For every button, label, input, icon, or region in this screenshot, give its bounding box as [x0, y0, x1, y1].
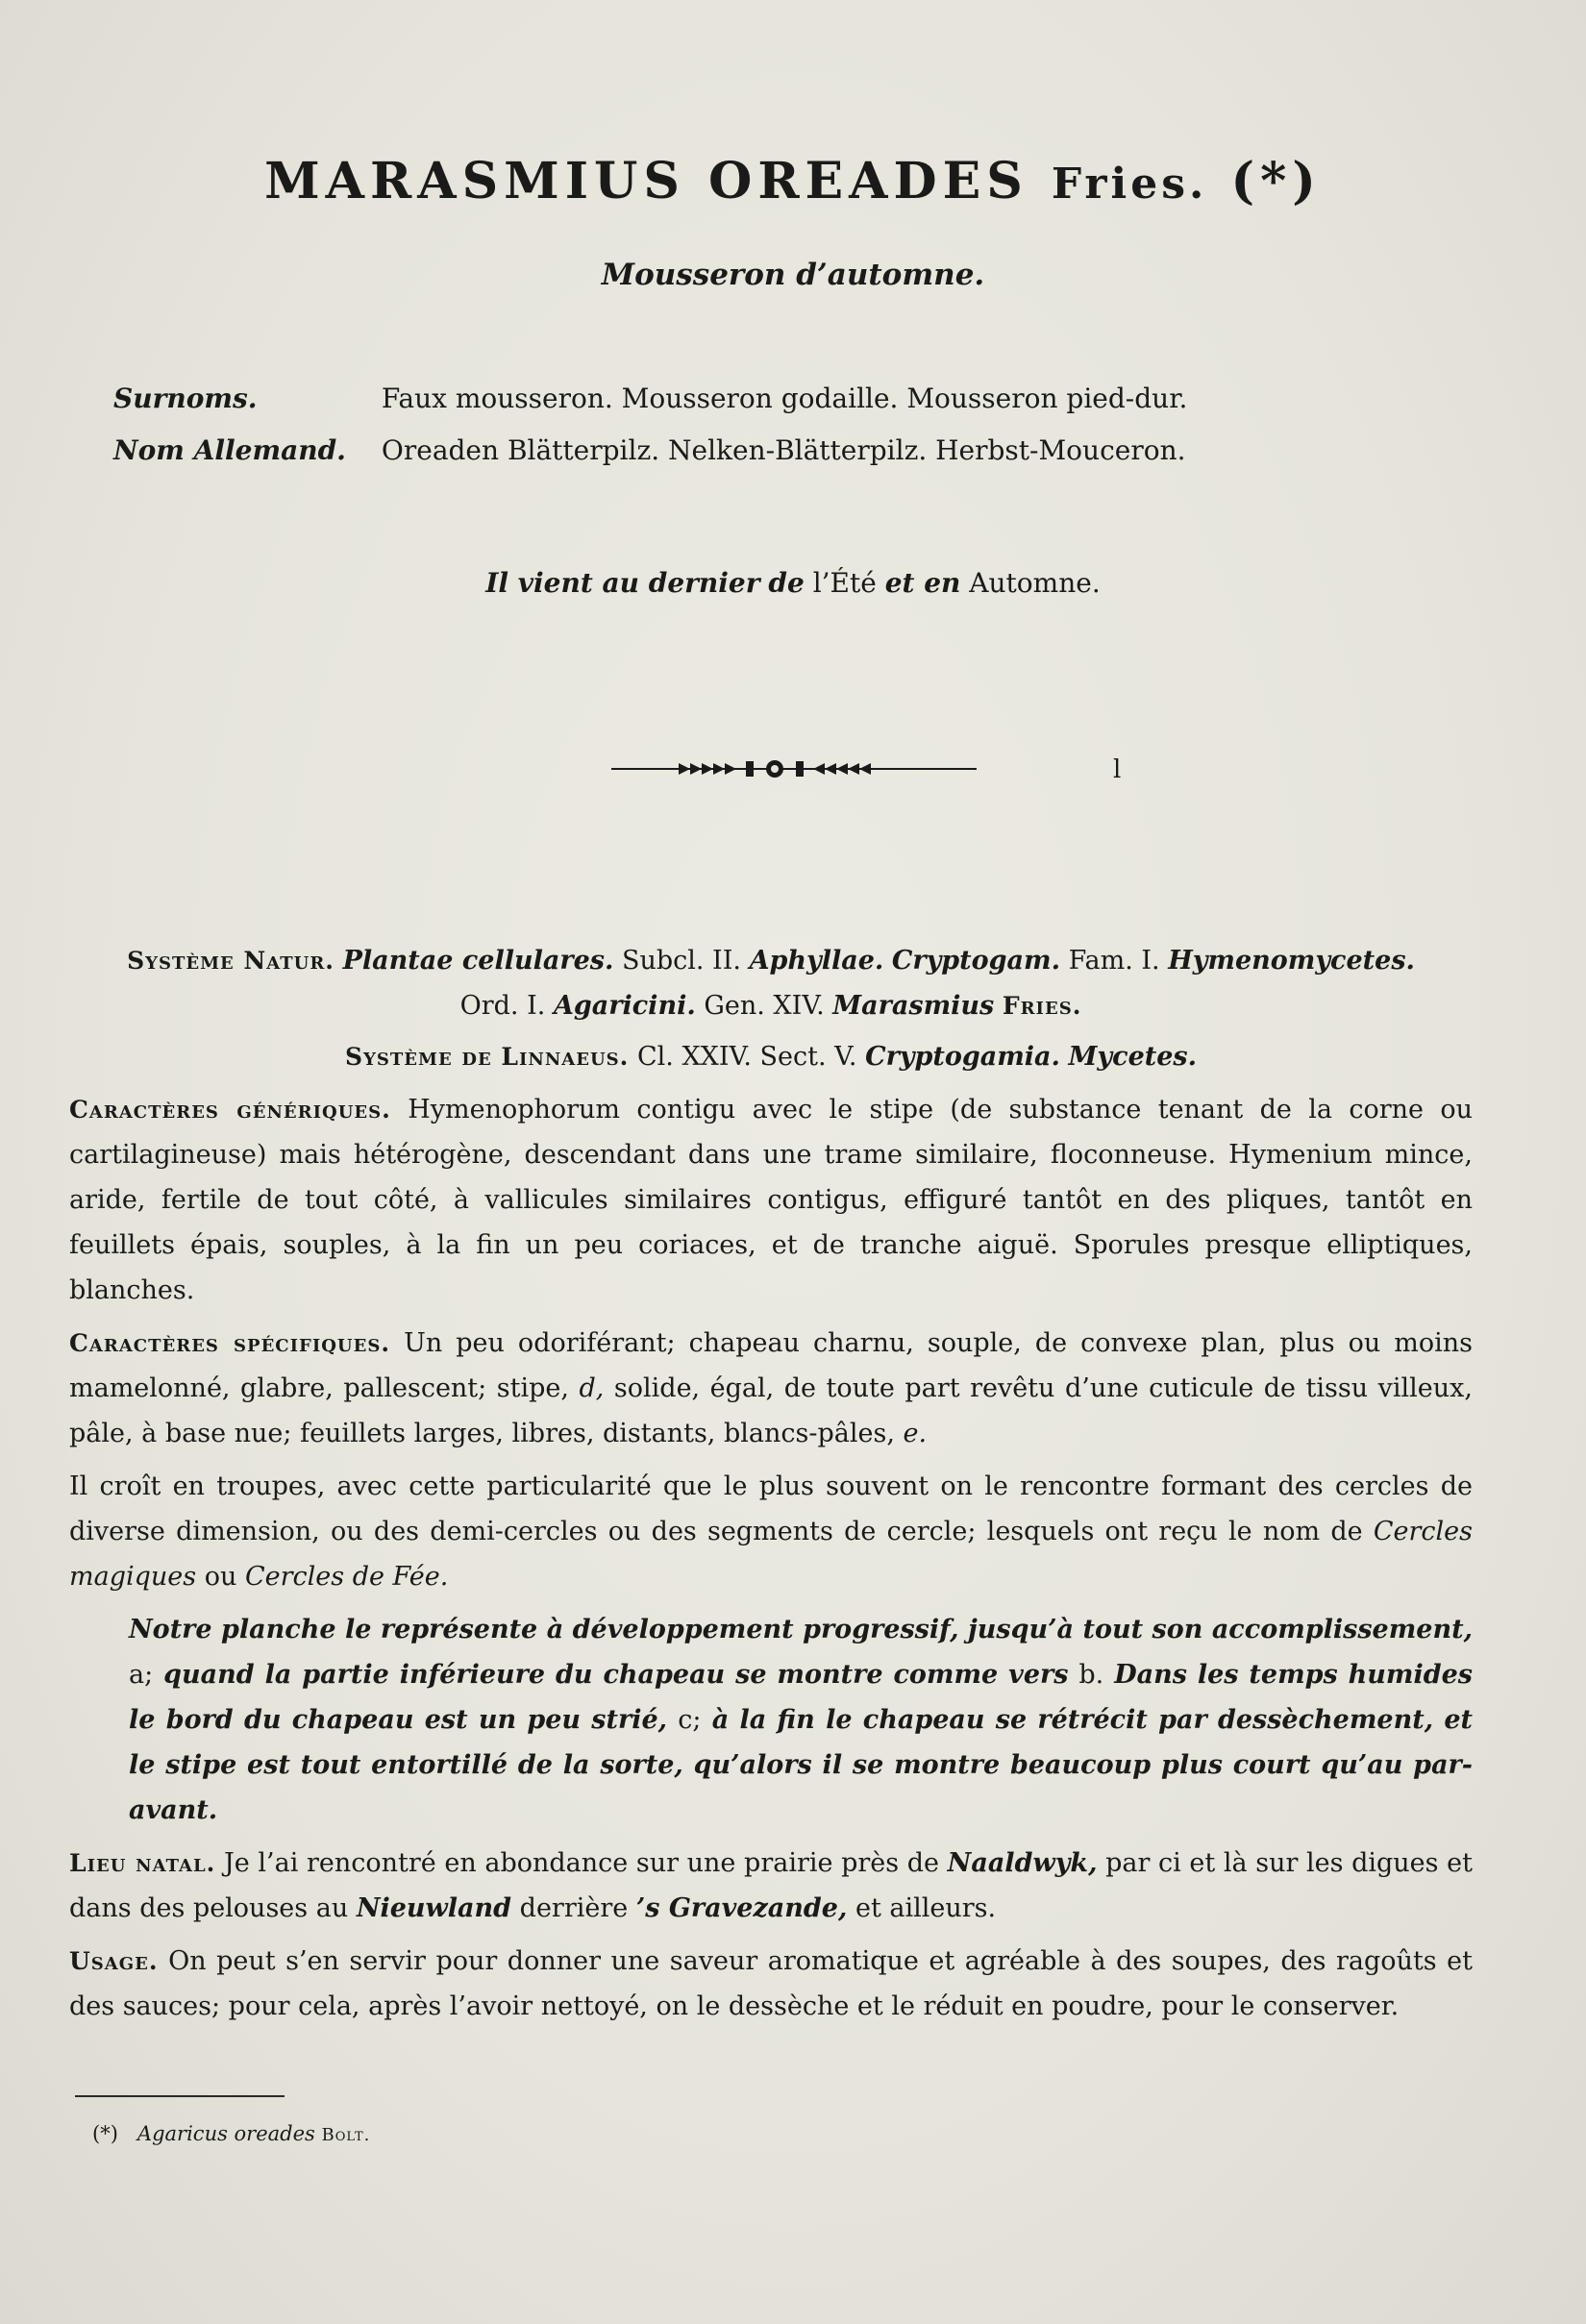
lieu-t3: derrière — [519, 1893, 629, 1923]
lieu-t4: et ailleurs. — [855, 1893, 997, 1923]
planche-paragraph — [69, 1607, 1473, 1833]
systeme-natur-l1c: Aphyllae. — [749, 946, 884, 976]
croit-t2: ou — [204, 1562, 237, 1592]
systeme-linnaeus-a: Cl. XXIV. — [636, 1042, 752, 1072]
footnote — [92, 2122, 370, 2145]
systeme-natur-l2e: Fries. — [1002, 992, 1082, 1020]
systeme-natur-l2d: Marasmius — [832, 991, 995, 1021]
lieu-label: Lieu natal. — [69, 1849, 216, 1877]
planche-p1: Notre planche le représente à développement progressif, jusqu’à tout son accomplissement, — [129, 1615, 1473, 1644]
planche-p2: quand la partie inférieure du chapeau se montre comme vers — [163, 1660, 1069, 1690]
season-a: Il vient au dernier — [485, 567, 760, 599]
systeme-natur-l2b: Agaricini. — [553, 991, 696, 1021]
systeme-linnaeus-c: Cryptogamia. — [865, 1042, 1060, 1072]
systeme-natur-l1d: Cryptogam. — [891, 946, 1060, 976]
usage-paragraph — [69, 1939, 1473, 2029]
season-b: de — [768, 567, 805, 599]
specifiques-t2: solide, égal, de toute part revêtu d’une cuticule de tissu villeux, pâle, à base nue; feuillets larges, libres, distants, blancs-pâles, — [69, 1373, 1473, 1448]
nom-allemand-value: Oreaden Blätterpilz. Nelken-Blätterpilz. Herbst-Mouceron. — [381, 434, 1186, 466]
systeme-natur-line-2 — [69, 983, 1473, 1028]
nom-allemand-label: Nom Allemand. — [113, 434, 346, 466]
specifiques-i2: e. — [903, 1419, 928, 1448]
systeme-natur-line-1 — [69, 938, 1473, 983]
usage-label: Usage. — [69, 1947, 159, 1975]
systeme-natur-l1f: Hymenomycetes. — [1168, 946, 1415, 976]
generiques-text: Hymenophorum contigu avec le stipe (de substance tenant de la corne ou cartilagineuse) mais hétérogène, descendant dans une trame similaire, floconneuse. Hymenium mince, aride, fertile de tout côté, à vallicules similaires contigus, effiguré tantôt en des pliques, tantôt en feuillets épais, souples, à la fin un peu coriaces, et de tranche aiguë. Sporules presque elliptiques, blanches. — [69, 1095, 1473, 1305]
systeme-natur-l1a: Plantae cellulares. — [342, 946, 614, 976]
surnoms-label: Surnoms. — [113, 383, 258, 414]
title-genus: MARASMIUS OREADES — [264, 152, 1028, 210]
ornament-divider-icon — [611, 754, 977, 783]
specifiques-t1: Un peu odoriférant; chapeau charnu, souple, de convexe plan, plus ou moins mamelonné, glabre, pallescent; stipe, — [69, 1328, 1473, 1403]
names-block — [113, 383, 1187, 486]
planche-a: a; — [129, 1660, 154, 1690]
planche-c: c; — [678, 1705, 702, 1735]
systeme-linnaeus-d: Mycetes. — [1068, 1042, 1197, 1072]
systeme-natur-l1e: Fam. I. — [1068, 946, 1160, 976]
title-note-mark: (*) — [1230, 152, 1322, 210]
generiques-label: Caractères génériques. — [69, 1096, 391, 1124]
caracteres-generiques — [69, 1087, 1473, 1313]
croit-i1: Cercles magiques — [69, 1517, 1473, 1592]
season-d: et en — [884, 567, 961, 599]
lieu-i3: ’s Gravezande, — [635, 1893, 848, 1923]
footnote-author: Bolt. — [321, 2125, 371, 2145]
footnote-mark: (*) — [92, 2122, 118, 2145]
page-title — [0, 152, 1586, 210]
footnote-text: Agaricus oreades — [136, 2122, 315, 2145]
planche-b: b. — [1078, 1660, 1104, 1690]
croit-i2: Cercles de Fée. — [244, 1562, 449, 1592]
systeme-linnaeus-label: Système de Linnaeus. — [345, 1043, 630, 1071]
specifiques-label: Caractères spécifiques. — [69, 1329, 391, 1357]
subtitle: Mousseron d’automne. — [601, 258, 985, 292]
systeme-natur-l2c: Gen. XIV. — [704, 991, 825, 1021]
planche-p3: Dans les temps humides le bord du chapeau est un peu strié, — [129, 1660, 1473, 1735]
lieu-t2: par ci et là sur les digues et dans des pelouses au — [69, 1848, 1473, 1923]
surnoms-row — [113, 383, 1187, 434]
systeme-natur-label: Système Natur. — [127, 947, 335, 975]
stray-mark: l — [1113, 755, 1122, 784]
nom-allemand-row — [113, 434, 1187, 486]
season-c: l’Été — [812, 567, 877, 599]
season-e: Automne. — [969, 567, 1101, 599]
lieu-i2: Nieuwland — [356, 1893, 512, 1923]
usage-text: On peut s’en servir pour donner une saveur aromatique et agréable à des soupes, des ragoûts et des sauces; pour cela, après l’avoir nettoyé, on le dessèche et le réduit en poudre, pour le conserver. — [69, 1946, 1473, 2021]
systeme-linnaeus-line — [69, 1034, 1473, 1079]
croit-t1: Il croît en troupes, avec cette particularité que le plus souvent on le rencontre formant des cercles de diverse dimension, ou des demi-cercles ou des segments de cercle; lesquels ont reçu le nom de — [69, 1471, 1473, 1546]
lieu-natal-paragraph — [69, 1841, 1473, 1931]
title-author: Fries. — [1051, 160, 1208, 209]
lieu-t1: Je l’ai rencontré en abondance sur une prairie près de — [223, 1848, 940, 1878]
caracteres-specifiques — [69, 1321, 1473, 1456]
body-text — [69, 938, 1473, 2029]
lieu-i1: Naaldwyk, — [947, 1848, 1098, 1878]
systeme-linnaeus-b: Sect. V. — [759, 1042, 857, 1072]
planche-p4: à la fin le chapeau se rétrécit par dessèchement, et le stipe est tout entortillé de la sorte, qu’alors il se montre beaucoup plus court qu’au par-avant. — [129, 1705, 1474, 1825]
surnoms-value: Faux mousseron. Mousseron godaille. Mousseron pied-dur. — [381, 383, 1188, 414]
specifiques-i1: d, — [579, 1373, 605, 1403]
footnote-rule — [75, 2095, 285, 2097]
season-line — [0, 567, 1586, 599]
croissance-paragraph — [69, 1464, 1473, 1599]
systeme-natur-l2a: Ord. I. — [459, 991, 546, 1021]
systeme-natur-l1b: Subcl. II. — [621, 946, 741, 976]
